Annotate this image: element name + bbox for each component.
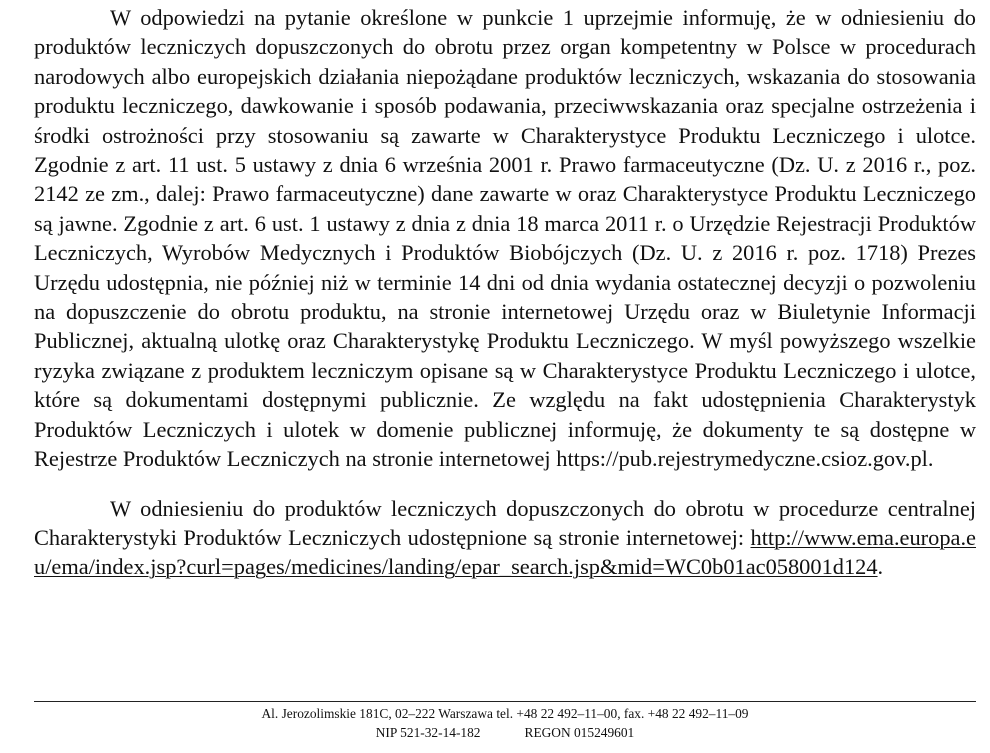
footer-address: Al. Jerozolimskie 181C, 02–222 Warszawa tel. +48 22 492–11–00, fax. +48 22 492–11–09 bbox=[261, 706, 749, 721]
paragraph-central-procedure-text: W odniesieniu do produktów leczniczych dopuszczonych do obrotu w procedurze centralnej Charakterystyki Produktów Leczniczych udostępnione są stronie internetowej: bbox=[34, 495, 976, 550]
letterhead-footer bbox=[34, 704, 976, 742]
footer-divider bbox=[34, 701, 976, 702]
paragraph-product-information: W odpowiedzi na pytanie określone w punkcie 1 uprzejmie informuję, że w odniesieniu do produktów leczniczych dopuszczonych do obrotu przez organ kompetentny w Polsce w procedurach narodowych albo europejskich działania niepożądane produktów leczniczych, wskazania do stosowania produktu leczniczego, dawkowanie i sposób podawania, przeciwwskazania oraz specjalne ostrzeżenia i środki ostrożności przy stosowaniu są zawarte w Charakterystyce Produktu Leczniczego i ulotce. Zgodnie z art. 11 ust. 5 ustawy z dnia 6 września 2001 r. Prawo farmaceutyczne (Dz. U. z 2016 r., poz. 2142 ze zm., dalej: Prawo farmaceutyczne) dane zawarte w oraz Charakterystyce Produktu Leczniczego są jawne. Zgodnie z art. 6 ust. 1 ustawy z dnia z dnia 18 marca 2011 r. o Urzędzie Rejestracji Produktów Leczniczych, Wyrobów Medycznych i Produktów Biobójczych (Dz. U. z 2016 r. poz. 1718) Prezes Urzędu udostępnia, nie później niż w terminie 14 dni od dnia wydania ostatecznej decyzji o pozwoleniu na dopuszczenie do obrotu produktu, na stronie internetowej Urzędu oraz w Biuletynie Informacji Publicznej, aktualną ulotkę oraz Charakterystykę Produktu Leczniczego. W myśl powyższego wszelkie ryzyka związane z produktem leczniczym opisane są w Charakterystyce Produktu Leczniczego i ulotce, które są dokumentami dostępnymi publicznie. Ze względu na fakt udostępnienia Charakterystyk Produktów Leczniczych i ulotek w domenie publicznej informuję, że dokumenty te są dostępne w Rejestrze Produktów Leczniczych na stronie internetowej https://pub.rejestrymedyczne.csioz.gov.pl. bbox=[34, 5, 976, 472]
paragraph-central-procedure bbox=[34, 494, 976, 582]
footer-regon: REGON 015249601 bbox=[524, 725, 635, 740]
footer-nip: NIP 521-32-14-182 bbox=[375, 725, 481, 740]
paragraph-period: . bbox=[877, 554, 884, 580]
letter-body bbox=[34, 0, 976, 582]
ema-epar-search-link[interactable]: http://www.ema.europa.eu/ema/index.jsp?curl=pages/medicines/landing/epar_search.jsp&mid=WC0b01ac058001d124 bbox=[34, 524, 976, 580]
footer-registration bbox=[34, 723, 976, 742]
